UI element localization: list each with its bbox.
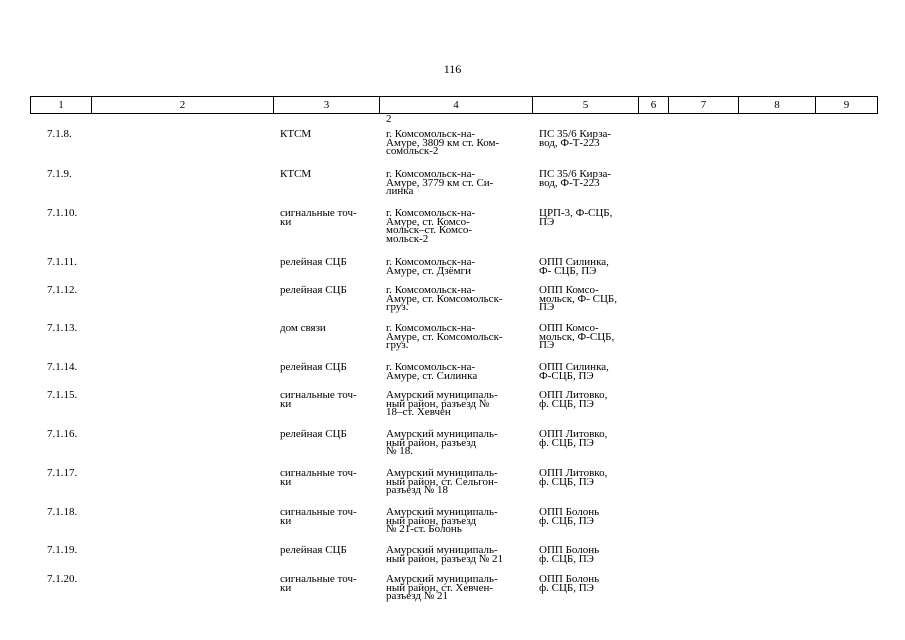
object-type: релейная СЦБ bbox=[280, 361, 347, 373]
object-location: Амурский муниципаль- ный район, разъезд № 18–ст. Хевчен bbox=[386, 389, 498, 418]
row-number: 7.1.13. bbox=[47, 322, 78, 334]
power-source: ПС 35/6 Кирза- вод, Ф-Т-223 bbox=[539, 128, 612, 149]
power-source: ОПП Комсо- мольск, Ф-СЦБ, ПЭ bbox=[539, 322, 615, 351]
row-number: 7.1.18. bbox=[47, 506, 78, 518]
object-type: релейная СЦБ bbox=[280, 544, 347, 556]
object-location: г. Комсомольск-на- Амуре, ст. Комсо- мольск–ст. Комсо- мольск-2 bbox=[386, 207, 476, 245]
object-type: КТСМ bbox=[280, 128, 312, 140]
carry-over-text: 2 bbox=[386, 113, 392, 125]
row-number: 7.1.20. bbox=[47, 573, 78, 585]
power-source: ОПП Болонь ф. СЦБ, ПЭ bbox=[539, 544, 600, 565]
object-location: г. Комсомольск-на- Амуре, 3809 км ст. Ком- сомольск-2 bbox=[386, 128, 500, 157]
power-source: ОПП Литовко, ф. СЦБ, ПЭ bbox=[539, 428, 608, 449]
power-source: ПС 35/6 Кирза- вод, Ф-Т-223 bbox=[539, 168, 612, 189]
object-type: релейная СЦБ bbox=[280, 256, 347, 268]
power-source: ОПП Болонь ф. СЦБ, ПЭ bbox=[539, 573, 600, 594]
object-type: релейная СЦБ bbox=[280, 284, 347, 296]
object-location: Амурский муниципаль- ный район, разъезд № 21 bbox=[386, 544, 504, 565]
object-type: сигнальные точ- ки bbox=[280, 389, 357, 410]
header-col-6: 6 bbox=[639, 97, 669, 114]
row-number: 7.1.15. bbox=[47, 389, 78, 401]
power-source: ОПП Комсо- мольск, Ф- СЦБ, ПЭ bbox=[539, 284, 617, 313]
power-source: ОПП Силинка, Ф- СЦБ, ПЭ bbox=[539, 256, 609, 277]
page-number: 116 bbox=[443, 62, 462, 76]
object-type: сигнальные точ- ки bbox=[280, 573, 357, 594]
header-col-4: 4 bbox=[380, 97, 533, 114]
header-col-3: 3 bbox=[274, 97, 380, 114]
object-location: Амурский муниципаль- ный район, разъезд № 18. bbox=[386, 428, 498, 457]
power-source: ОПП Литовко, ф. СЦБ, ПЭ bbox=[539, 467, 608, 488]
header-col-7: 7 bbox=[669, 97, 739, 114]
object-type: сигнальные точ- ки bbox=[280, 467, 357, 488]
object-type: релейная СЦБ bbox=[280, 428, 347, 440]
row-number: 7.1.14. bbox=[47, 361, 78, 373]
row-number: 7.1.12. bbox=[47, 284, 78, 296]
row-number: 7.1.19. bbox=[47, 544, 78, 556]
object-type: сигнальные точ- ки bbox=[280, 207, 357, 228]
object-type: сигнальные точ- ки bbox=[280, 506, 357, 527]
power-source: ОПП Болонь ф. СЦБ, ПЭ bbox=[539, 506, 600, 527]
object-location: г. Комсомольск-на- Амуре, 3779 км ст. Си- линка bbox=[386, 168, 494, 197]
row-number: 7.1.9. bbox=[47, 168, 72, 180]
object-location: г. Комсомольск-на- Амуре, ст. Дзёмги bbox=[386, 256, 476, 277]
header-col-9: 9 bbox=[816, 97, 878, 114]
object-type: дом связи bbox=[280, 322, 326, 334]
row-number: 7.1.10. bbox=[47, 207, 78, 219]
object-type: КТСМ bbox=[280, 168, 312, 180]
object-location: Амурский муниципаль- ный район, ст. Сельгон- разъезд № 18 bbox=[386, 467, 498, 496]
row-number: 7.1.8. bbox=[47, 128, 72, 140]
header-col-8: 8 bbox=[739, 97, 816, 114]
header-col-2: 2 bbox=[92, 97, 274, 114]
header-col-5: 5 bbox=[533, 97, 639, 114]
object-location: г. Комсомольск-на- Амуре, ст. Комсомольск- груз. bbox=[386, 284, 503, 313]
object-location: Амурский муниципаль- ный район, ст. Хевчен- разъезд № 21 bbox=[386, 573, 498, 602]
object-location: г. Комсомольск-на- Амуре, ст. Комсомольск- груз. bbox=[386, 322, 503, 351]
row-number: 7.1.17. bbox=[47, 467, 78, 479]
row-number: 7.1.11. bbox=[47, 256, 77, 268]
row-number: 7.1.16. bbox=[47, 428, 78, 440]
power-source: ОПП Силинка, Ф-СЦБ, ПЭ bbox=[539, 361, 609, 382]
object-location: Амурский муниципаль- ный район, разъезд № 21-ст. Болонь bbox=[386, 506, 498, 535]
power-source: ОПП Литовко, ф. СЦБ, ПЭ bbox=[539, 389, 608, 410]
power-source: ЦРП-3, Ф-СЦБ, ПЭ bbox=[539, 207, 613, 228]
object-location: г. Комсомольск-на- Амуре, ст. Силинка bbox=[386, 361, 478, 382]
header-col-1: 1 bbox=[31, 97, 92, 114]
